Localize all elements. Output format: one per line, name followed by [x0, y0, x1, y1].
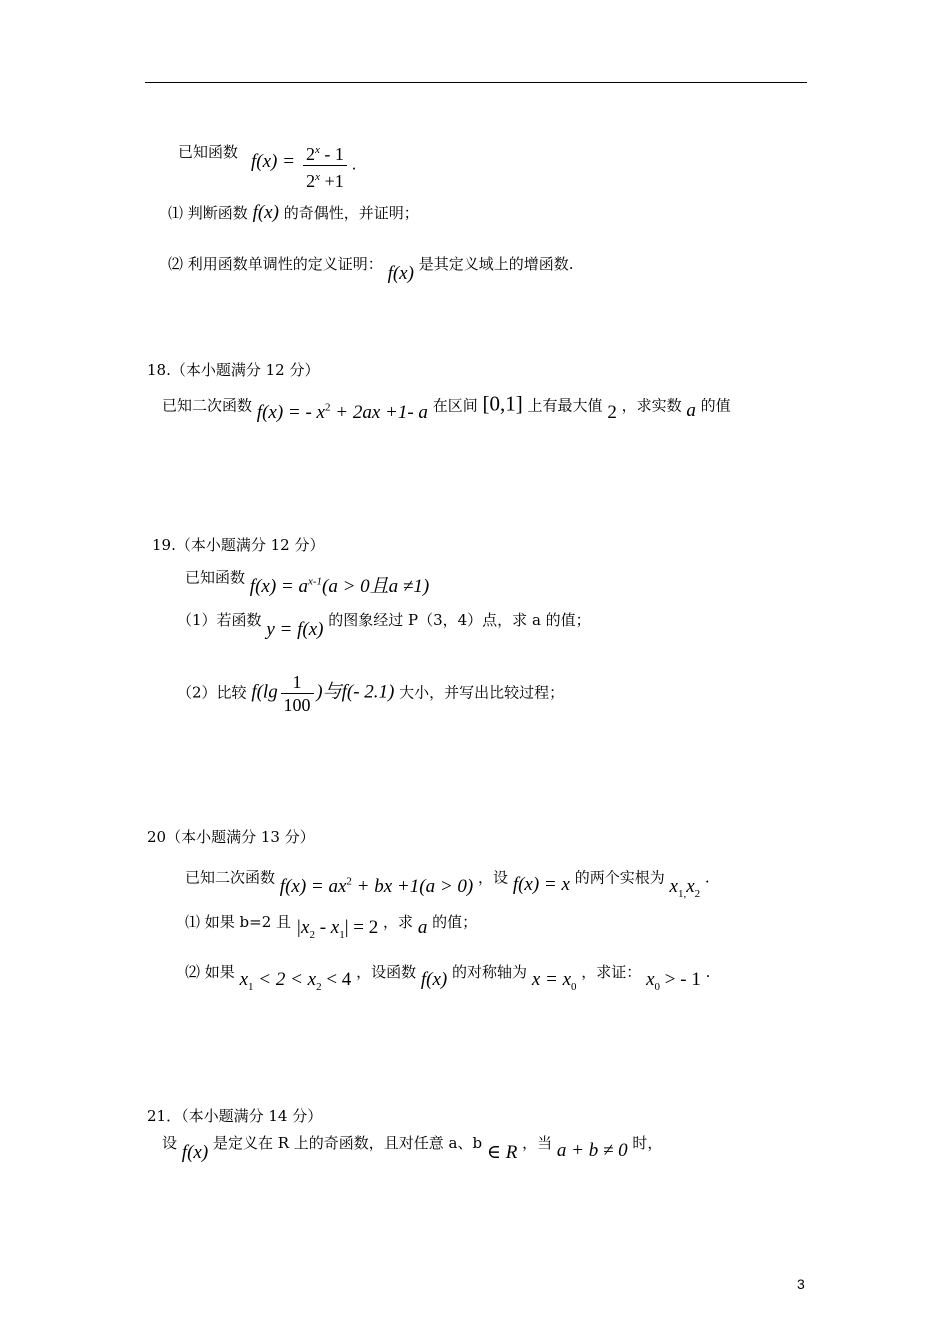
p21-head: 21．（本小题满分 14 分） [147, 1107, 323, 1125]
p18-head: 18.（本小题满分 12 分） [147, 361, 320, 379]
p20-body: 已知二次函数 $f(x) = ax^2$ + bx +1(a > 0) ，设 f(x) = x 的两个实根为 $x_{1,}x_2$ . [185, 868, 710, 901]
p19-q2: （2）比较 f(lg $\frac{1}{100}$ )与f(- 2.1) 大小，并写出比较过程； [177, 672, 565, 715]
p20-q1: ⑴ 如果 b=2 且 $|x_2 - x_1| = 2$ ，求 a 的值； [185, 913, 478, 941]
page-number: 3 [797, 1276, 805, 1292]
p21-body: 设 f(x) 是定义在 R 上的奇函数，且对任意 a、b ∈ R ，当 a + b ≠ 0 时， [162, 1134, 663, 1163]
p20-head: 20（本小题满分 13 分） [147, 828, 315, 846]
header-rule [145, 82, 807, 83]
p19-body: 已知函数 $f(x) = a^{x-1}(a > 0$且a ≠1) [185, 568, 430, 598]
p17-q1: ⑴ 判断函数 f(x) 的奇偶性，并证明； [168, 202, 419, 223]
p19-head: 19.（本小题满分 12 分） [152, 536, 325, 554]
p17-intro: 已知函数 [178, 143, 239, 161]
p19-q1: （1）若函数 y = f(x) 的图象经过 P（3，4）点，求 a 的值； [177, 611, 591, 640]
p17-fraction: $\frac{2^x - 1}{2^x +1}$ . [303, 140, 356, 191]
p17-q2: ⑵ 利用函数单调性的定义证明： f(x) 是其定义域上的增函数. [168, 255, 574, 284]
p17-intro-line [178, 142, 238, 162]
p17-formula: f(x) = [251, 151, 295, 172]
p18-body: 已知二次函数 f(x) = - $x^2 + 2ax +1-$ a 在区间 [0,1] 上有最大值 2 ，求实数 a 的值 [162, 391, 731, 424]
p20-q2: ⑵ 如果 $x_1 < 2 < x_2 < 4$ ，设函数 f(x) 的对称轴为 $x = x_0$ ，求证： $x_0$ > - 1 . [185, 963, 711, 993]
